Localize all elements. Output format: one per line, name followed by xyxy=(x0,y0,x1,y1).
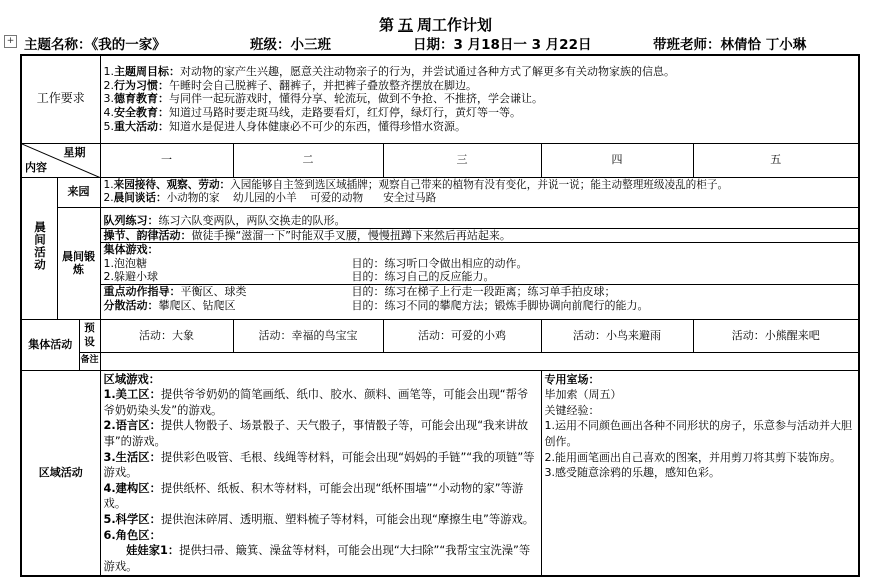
preset-label: 预设 xyxy=(79,319,100,352)
special-room-content xyxy=(541,370,859,576)
activity-thursday: 活动：小鸟来避雨 xyxy=(541,319,693,352)
area-item: 1.美工区：提供爷爷奶奶的简笔画纸、纸巾、胶水、颜料、画笔等，可能会出现“帮爷爷奶奶染头发”的游戏。 xyxy=(103,388,529,417)
requirement-item: 4.安全教育：知道过马路时要走斑马线，走路要看灯，红灯停，绿灯行，黄灯等一等。 xyxy=(103,106,522,120)
day-monday: 一 xyxy=(100,143,233,177)
area-item: 娃娃家1：提供扫帚、簸箕、澡盆等材料，可能会出现“大扫除”“我帮宝宝洗澡”等游戏。 xyxy=(103,544,531,573)
activity-tuesday: 活动：幸福的鸟宝宝 xyxy=(233,319,383,352)
area-games-heading: 区域游戏： xyxy=(103,372,161,386)
requirement-item: 1.主题周目标：对动物的家产生兴趣，愿意关注动物亲子的行为，并尝试通过各种方式了解更多有关动物家族的信息。 xyxy=(103,65,676,79)
group-activity-row xyxy=(21,319,859,352)
date-range: 日期：3 月18日一 3 月22日 xyxy=(413,37,592,53)
title-suffix: 周工作计划 xyxy=(417,16,493,34)
activity-wednesday: 活动：可爱的小鸡 xyxy=(383,319,541,352)
area-activity-row xyxy=(21,370,859,576)
page-title xyxy=(0,14,871,35)
arrival-content xyxy=(100,177,859,207)
arrival-row xyxy=(21,177,859,207)
title-week-number: 五 xyxy=(397,16,413,34)
key-experience-item: 2.能用画笔画出自己喜欢的图案，并用剪刀将其剪下装饰房。 xyxy=(544,450,842,464)
activity-friday: 活动：小熊醒来吧 xyxy=(693,319,859,352)
area-item: 6.角色区： xyxy=(103,528,161,542)
requirement-item: 3.德育教育：与同伴一起玩游戏时，懂得分享、轮流玩，做到不争抢、不推挤，学会谦让。 xyxy=(103,92,544,106)
day-thursday: 四 xyxy=(541,143,693,177)
requirement-item: 5.重大活动：知道水是促进人身体健康必不可少的东西，懂得珍惜水资源。 xyxy=(103,119,467,133)
special-room-name: 毕加索（周五） xyxy=(544,388,622,402)
work-requirements-label: 工作要求 xyxy=(21,55,100,143)
key-experience-label: 关键经验： xyxy=(544,403,600,417)
note-content xyxy=(100,352,859,370)
arrival-item: 2.晨间谈话：小动物的家 幼儿园的小羊 可爱的动物 安全过马路 xyxy=(103,192,437,205)
morning-activity-label: 晨间活动 xyxy=(21,177,57,319)
area-item: 5.科学区：提供泡沫碎屑、透明瓶、塑料梳子等材料，可能会出现“摩擦生电”等游戏。 xyxy=(103,513,535,527)
work-requirements-content xyxy=(100,55,859,143)
key-experience-item: 1.运用不同颜色画出各种不同形状的房子，乐意参与活动并大胆创作。 xyxy=(544,419,853,449)
arrival-item: 1.来园接待、观察、劳动：入园能够自主签到选区域插牌；观察自己带来的植物有没有变化，并说一说；能主动整理班级凌乱的柜子。 xyxy=(103,178,729,191)
table-move-handle-icon[interactable]: + xyxy=(4,35,17,48)
area-item: 2.语言区：提供人物骰子、场景骰子、天气骰子，事情骰子等，可能会出现“我来讲故事”的游戏。 xyxy=(103,419,529,449)
area-item: 3.生活区：提供彩色吸管、毛根、线绳等材料，可能会出现“妈妈的手链”“我的项链”等游戏。 xyxy=(103,450,535,480)
teachers: 带班老师：林倩恰 丁小琳 xyxy=(653,37,807,53)
activity-monday: 活动：大象 xyxy=(100,319,233,352)
area-games-content xyxy=(100,370,541,576)
weekday-diagonal-cell xyxy=(21,143,100,177)
exercise-row xyxy=(21,207,859,319)
key-experience-item: 3.感受随意涂鸦的乐趣，感知色彩。 xyxy=(544,466,721,480)
work-plan-table xyxy=(20,54,860,577)
requirement-item: 2.行为习惯：午睡时会自己脱裤子、翻裤子，并把裤子叠放整齐摆放在脚边。 xyxy=(103,78,478,92)
title-prefix: 第 xyxy=(378,16,394,34)
note-row xyxy=(21,352,859,370)
area-item: 4.建构区：提供纸杯、纸板、积木等材料，可能会出现“纸杯围墙”“小动物的家”等游戏。 xyxy=(103,481,524,511)
day-tuesday: 二 xyxy=(233,143,383,177)
group-activity-label: 集体活动 xyxy=(21,319,79,370)
day-wednesday: 三 xyxy=(383,143,541,177)
exercise-inner: 队列练习：练习六队变两队，两队交换走的队形。 操节、韵律活动：做徒手操“滋溜一下”时能双手叉腰，慢慢扭蹲下来然后再站起来。 集体游戏： 1.泡泡糖 目的：练习听口令做出相应的动作。 2.躲避小球 目的：练习自己的反应能力。 重点动作指导：平衡区、球类 目的：练习在梯子上行走一段距离；练习单手拍皮球； 分散活动：攀爬区、钻爬区 目的：练习不同的攀爬方法；锻炼手脚协调向前爬行的能力。 xyxy=(101,214,859,312)
weekday-header-row xyxy=(21,143,859,177)
theme-name: 主题名称：《我的一家》 xyxy=(24,37,166,53)
exercise-content xyxy=(100,207,859,319)
weekday-label: 星期 xyxy=(63,145,86,159)
work-requirements-row xyxy=(21,55,859,143)
special-room-title: 专用室场： xyxy=(544,372,600,386)
exercise-label: 晨间锻炼 xyxy=(57,207,100,319)
day-friday: 五 xyxy=(693,143,859,177)
note-label: 备注 xyxy=(79,352,100,370)
arrival-label: 来园 xyxy=(57,177,100,207)
content-label: 内容 xyxy=(25,160,47,174)
area-activity-label: 区域活动 xyxy=(21,370,100,576)
class-name: 班级：小三班 xyxy=(250,37,331,53)
